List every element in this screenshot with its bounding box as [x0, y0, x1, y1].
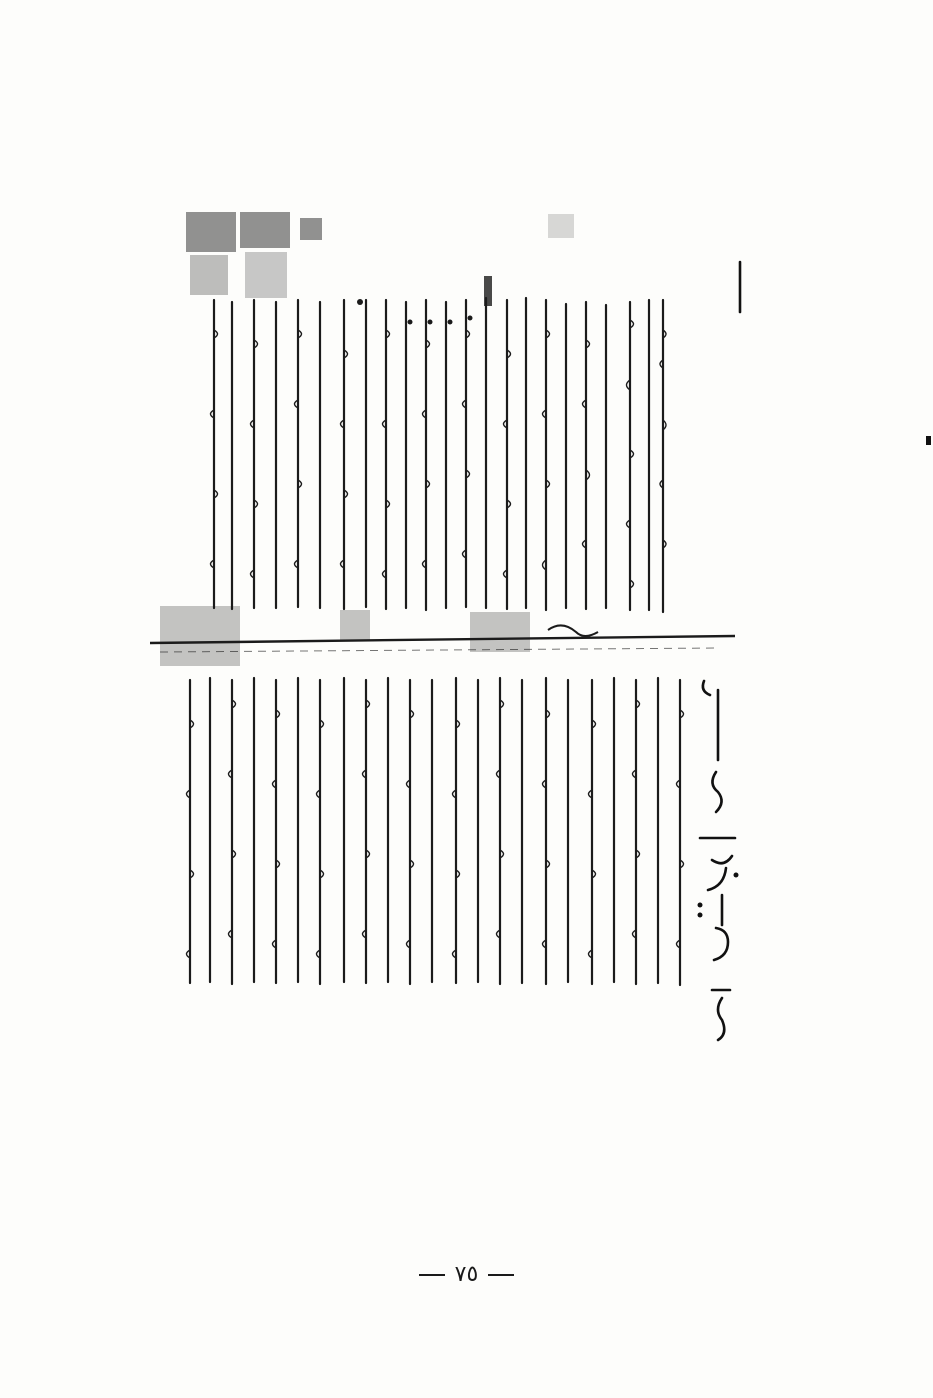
upper-text-block	[214, 298, 663, 612]
lower-text-block	[190, 678, 680, 985]
scan-damage-top	[186, 212, 574, 298]
page-number: ٧٥	[454, 1262, 479, 1287]
upper-text-glyphs	[211, 320, 667, 588]
scan-damage-middle	[160, 606, 530, 666]
scan-edge-mark	[926, 436, 931, 445]
footer-dash-left	[419, 1274, 445, 1276]
margin-title-dots	[698, 873, 739, 918]
footer-dash-right	[488, 1274, 514, 1276]
upper-margin-marks	[357, 276, 492, 325]
lower-text-glyphs	[187, 700, 684, 958]
margin-title-strokes	[700, 262, 740, 1040]
page-number-footer	[0, 1262, 933, 1287]
